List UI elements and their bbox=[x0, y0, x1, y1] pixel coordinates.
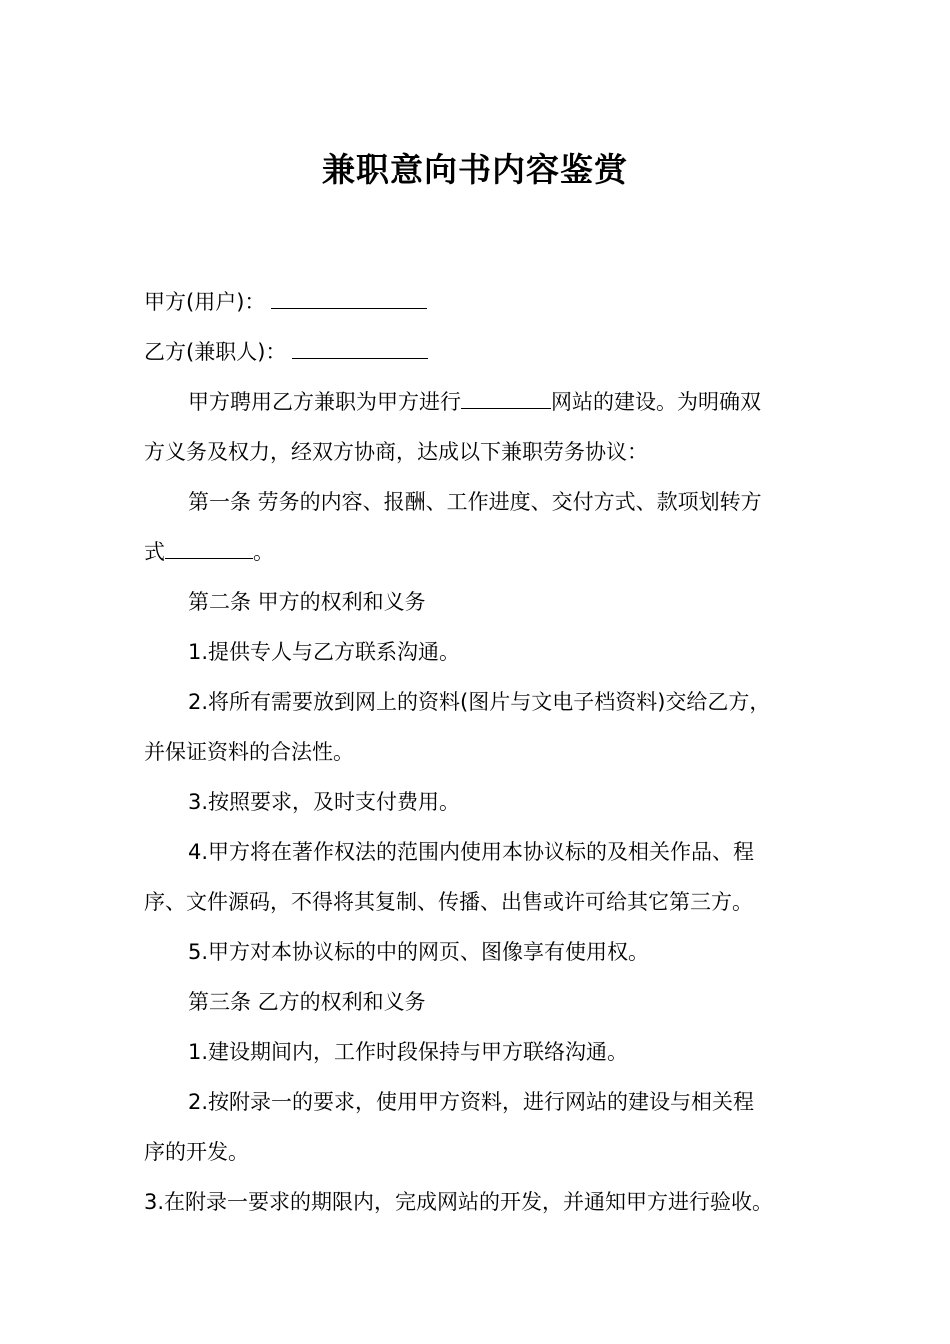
article2-item-3: 3.按照要求，及时支付费用。 bbox=[188, 790, 461, 814]
intro-line-1 bbox=[144, 377, 808, 427]
intro-line-2: 方义务及权力，经双方协商，达成以下兼职劳务协议： bbox=[144, 440, 648, 464]
intro-text-pre: 甲方聘用乙方兼职为甲方进行 bbox=[188, 390, 461, 414]
article1-text-pre: 式 bbox=[144, 540, 165, 564]
article2-item-4-line-2: 序、文件源码，不得将其复制、传播、出售或许可给其它第三方。 bbox=[144, 890, 753, 914]
article1-line-1: 第一条 劳务的内容、报酬、工作进度、交付方式、款项划转方 bbox=[188, 490, 762, 514]
article2-item-5: 5.甲方对本协议标的中的网页、图像享有使用权。 bbox=[188, 940, 650, 964]
document-body bbox=[144, 277, 808, 1227]
document-title: 兼职意向书内容鉴赏 bbox=[322, 150, 628, 189]
article2-item-4-line-1: 4.甲方将在著作权法的范围内使用本协议标的及相关作品、程 bbox=[188, 840, 755, 864]
article3-item-2-line-1: 2.按附录一的要求，使用甲方资料，进行网站的建设与相关程 bbox=[188, 1090, 755, 1114]
article2-item-1: 1.提供专人与乙方联系沟通。 bbox=[188, 640, 461, 664]
party-a-label: 甲方(用户)： bbox=[144, 290, 266, 314]
intro-text-post: 网站的建设。为明确双 bbox=[551, 390, 761, 414]
article3-heading: 第三条 乙方的权利和义务 bbox=[188, 990, 426, 1014]
article1-text-post: 。 bbox=[253, 540, 274, 564]
article3-item-3: 3.在附录一要求的期限内，完成网站的开发，并通知甲方进行验收。 bbox=[144, 1190, 774, 1214]
website-name-blank bbox=[461, 379, 551, 409]
party-b-line bbox=[144, 327, 808, 377]
party-b-label: 乙方(兼职人)： bbox=[144, 340, 287, 364]
party-a-blank bbox=[271, 279, 427, 309]
party-a-line bbox=[144, 277, 808, 327]
party-b-blank bbox=[292, 329, 428, 359]
article2-item-2-line-1: 2.将所有需要放到网上的资料(图片与文电子档资料)交给乙方， bbox=[188, 690, 771, 714]
payment-method-blank bbox=[165, 529, 253, 559]
article3-item-2-line-2: 序的开发。 bbox=[144, 1140, 249, 1164]
article3-item-1: 1.建设期间内，工作时段保持与甲方联络沟通。 bbox=[188, 1040, 629, 1064]
article2-heading: 第二条 甲方的权利和义务 bbox=[188, 590, 426, 614]
article2-item-2-line-2: 并保证资料的合法性。 bbox=[144, 740, 354, 764]
article1-line-2 bbox=[144, 527, 808, 577]
